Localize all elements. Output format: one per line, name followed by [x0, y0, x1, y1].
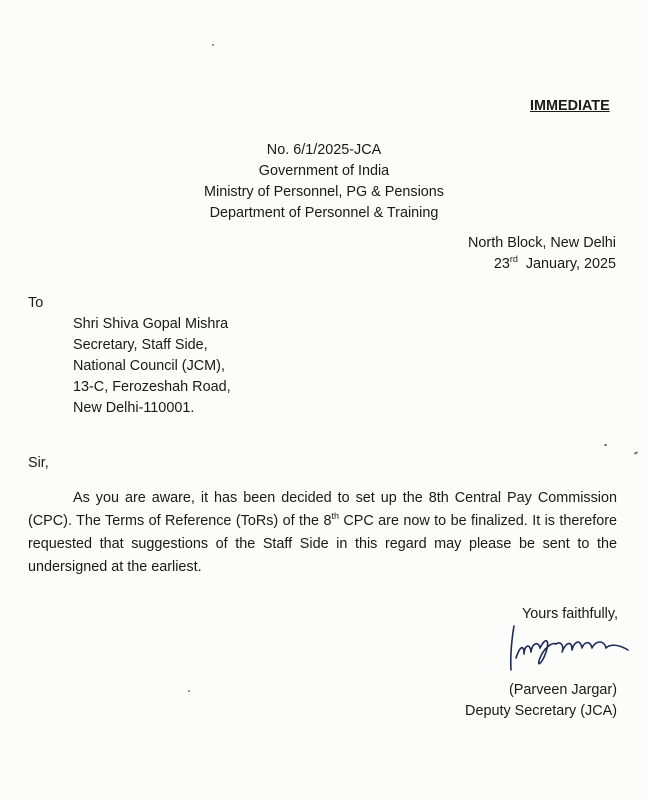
place: North Block, New Delhi [468, 235, 616, 251]
department-line: Department of Personnel & Training [209, 205, 439, 221]
date-day: 23 [493, 256, 510, 272]
place-date [468, 233, 616, 275]
reference-number: No. 6/1/2025-JCA [266, 142, 382, 158]
addressee-line: Shri Shiva Gopal Mishra [73, 316, 229, 332]
scan-speck [212, 44, 214, 46]
government-line: Government of India [258, 163, 390, 179]
date-month-year: January, 2025 [525, 256, 616, 272]
body-text-part1: As you are aware, it has been decided to set up the 8th Central Pay Commission (CPC). The Terms of Reference (ToRs) of the 8 [28, 490, 617, 529]
signatory-block [465, 680, 617, 722]
priority-label: IMMEDIATE [530, 98, 610, 114]
scan-speck [634, 451, 638, 455]
closing: Yours faithfully, [522, 606, 618, 622]
date-day-suffix: rd [509, 254, 518, 265]
scan-speck [604, 444, 607, 446]
to-label: To [28, 295, 44, 311]
body-text-part2: CPC are now to be finalized. It is therefore requested that suggestions of the Staff Side in this regard may please be sent to the undersigned at the earliest. [28, 513, 617, 575]
addressee-line: 13-C, Ferozeshah Road, [73, 379, 231, 395]
ministry-line: Ministry of Personnel, PG & Pensions [204, 184, 444, 200]
body-paragraph [28, 487, 617, 579]
signatory-designation: Deputy Secretary (JCA) [465, 703, 617, 719]
signature [506, 618, 636, 680]
body-text-sup: th [331, 511, 339, 522]
addressee-line: New Delhi-110001. [73, 400, 195, 416]
signatory-name: (Parveen Jargar) [509, 682, 617, 698]
addressee-line: National Council (JCM), [73, 358, 225, 374]
date [468, 254, 616, 275]
letter-header [0, 140, 648, 224]
addressee-line: Secretary, Staff Side, [73, 337, 208, 353]
addressee-block [73, 314, 231, 419]
scan-speck [188, 690, 190, 692]
salutation: Sir, [28, 455, 49, 471]
